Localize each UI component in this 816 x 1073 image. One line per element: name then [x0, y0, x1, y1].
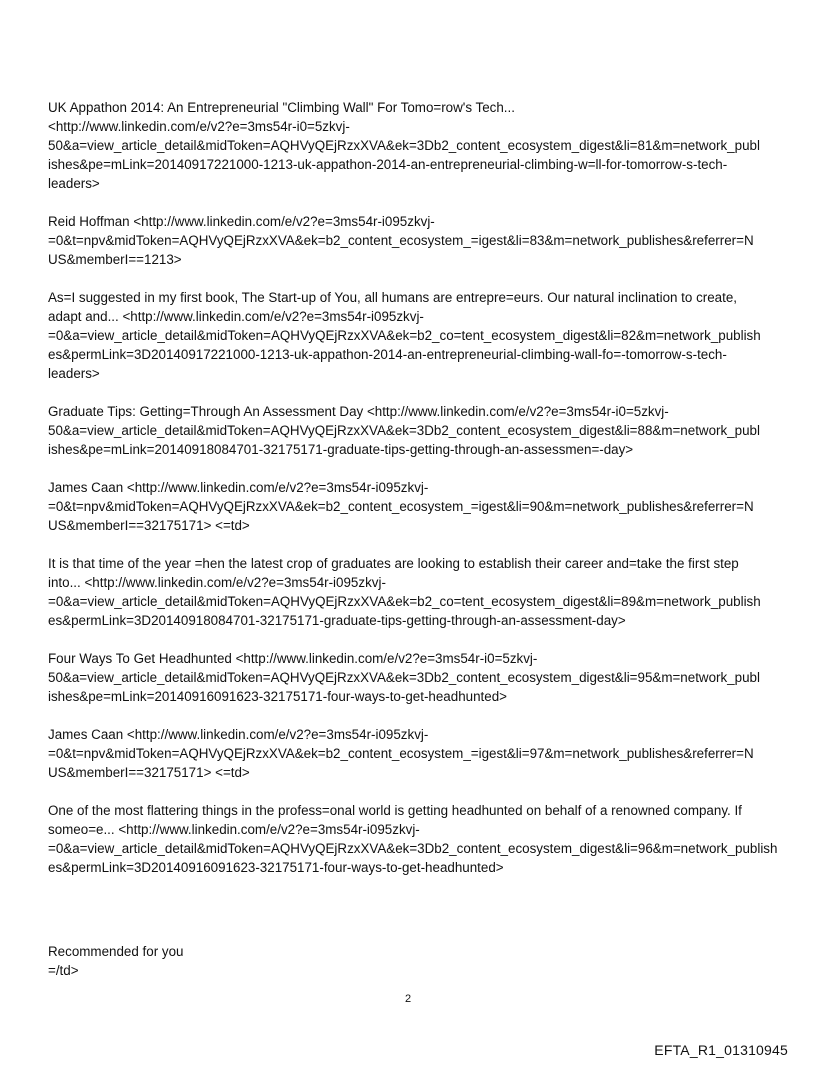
text-line: =0&t=npv&midToken=AQHVyQEjRzxXVA&ek=b2_content_ecosystem_=igest&li=83&m=network_publishes&referrer=N — [48, 233, 754, 248]
text-line: =0&a=view_article_detail&midToken=AQHVyQEjRzxXVA&ek=b2_co=tent_ecosystem_digest&li=89&m=network_publish — [48, 594, 761, 609]
text-line: ishes&pe=mLink=20140918084701-32175171-graduate-tips-getting-through-an-assessmen=-day> — [48, 442, 634, 457]
text-line: 50&a=view_article_detail&midToken=AQHVyQEjRzxXVA&ek=3Db2_content_ecosystem_digest&li=95&m=network_publ — [48, 670, 760, 685]
document-body — [48, 98, 778, 896]
text-line: 50&a=view_article_detail&midToken=AQHVyQEjRzxXVA&ek=3Db2_content_ecosystem_digest&li=88&m=network_publ — [48, 423, 760, 438]
paragraph-james-caan-1 — [48, 478, 772, 535]
bates-number: EFTA_R1_01310945 — [654, 1042, 788, 1058]
text-line: leaders> — [48, 366, 100, 381]
text-line: As=I suggested in my first book, The Start-up of You, all humans are entrepre=eurs. Our natural inclination to create, — [48, 290, 738, 305]
text-line: ishes&pe=mLink=20140917221000-1213-uk-appathon-2014-an-entrepreneurial-climbing-w=ll-for-tomorrow-s-tech- — [48, 157, 728, 172]
text-line: 50&a=view_article_detail&midToken=AQHVyQEjRzxXVA&ek=3Db2_content_ecosystem_digest&li=81&m=network_publ — [48, 138, 760, 153]
text-line: es&permLink=3D20140917221000-1213-uk-appathon-2014-an-entrepreneurial-climbing-wall-fo=-tomorrow-s-tech- — [48, 347, 727, 362]
text-line: leaders> — [48, 176, 100, 191]
paragraph-appathon-summary — [48, 288, 772, 383]
text-line: es&permLink=3D20140916091623-32175171-four-ways-to-get-headhunted> — [48, 860, 504, 875]
text-line: US&memberI==1213> — [48, 252, 182, 267]
text-line: Reid Hoffman <http://www.linkedin.com/e/v2?e=3ms54r-i095zkvj- — [48, 214, 435, 229]
text-line: ishes&pe=mLink=20140916091623-32175171-four-ways-to-get-headhunted> — [48, 689, 507, 704]
text-line: UK Appathon 2014: An Entrepreneurial "Climbing Wall" For Tomo=row's Tech... — [48, 100, 515, 115]
text-line: =/td> — [48, 963, 79, 978]
paragraph-graduate-tips-title — [48, 402, 772, 459]
paragraph-graduate-tips-summary — [48, 554, 772, 630]
text-line: =0&a=view_article_detail&midToken=AQHVyQEjRzxXVA&ek=b2_co=tent_ecosystem_digest&li=82&m=network_publish — [48, 328, 761, 343]
text-line: Graduate Tips: Getting=Through An Assessment Day <http://www.linkedin.com/e/v2?e=3ms54r-i0=5zkvj- — [48, 404, 669, 419]
text-line: =0&a=view_article_detail&midToken=AQHVyQEjRzxXVA&ek=3Db2_content_ecosystem_digest&li=96&m=network_publish — [48, 841, 778, 856]
paragraph-reid-hoffman — [48, 212, 772, 269]
text-line: adapt and... <http://www.linkedin.com/e/v2?e=3ms54r-i095zkvj- — [48, 309, 424, 324]
text-line: es&permLink=3D20140918084701-32175171-graduate-tips-getting-through-an-assessment-day> — [48, 613, 626, 628]
paragraph-headhunted-title — [48, 649, 772, 706]
page-number: 2 — [404, 993, 412, 1005]
text-line: into... <http://www.linkedin.com/e/v2?e=3ms54r-i095zkvj- — [48, 575, 386, 590]
text-line: =0&t=npv&midToken=AQHVyQEjRzxXVA&ek=b2_content_ecosystem_=igest&li=90&m=network_publishes&referrer=N — [48, 499, 754, 514]
recommended-heading: Recommended for you — [48, 944, 184, 959]
paragraph-headhunted-summary — [48, 801, 778, 877]
text-line: US&memberI==32175171> <=td> — [48, 518, 250, 533]
recommended-section — [48, 942, 183, 980]
text-line: someo=e... <http://www.linkedin.com/e/v2?e=3ms54r-i095zkvj- — [48, 822, 420, 837]
text-line: James Caan <http://www.linkedin.com/e/v2?e=3ms54r-i095zkvj- — [48, 727, 429, 742]
paragraph-appathon-title — [48, 98, 772, 193]
text-line: <http://www.linkedin.com/e/v2?e=3ms54r-i0=5zkvj- — [48, 119, 350, 134]
paragraph-james-caan-2 — [48, 725, 772, 782]
text-line: US&memberI==32175171> <=td> — [48, 765, 250, 780]
text-line: =0&t=npv&midToken=AQHVyQEjRzxXVA&ek=b2_content_ecosystem_=igest&li=97&m=network_publishes&referrer=N — [48, 746, 754, 761]
text-line: One of the most flattering things in the profess=onal world is getting headhunted on behalf of a renowned company. If — [48, 803, 742, 818]
text-line: James Caan <http://www.linkedin.com/e/v2?e=3ms54r-i095zkvj- — [48, 480, 429, 495]
text-line: Four Ways To Get Headhunted <http://www.linkedin.com/e/v2?e=3ms54r-i0=5zkvj- — [48, 651, 538, 666]
text-line: It is that time of the year =hen the latest crop of graduates are looking to establish their career and=take the first step — [48, 556, 739, 571]
